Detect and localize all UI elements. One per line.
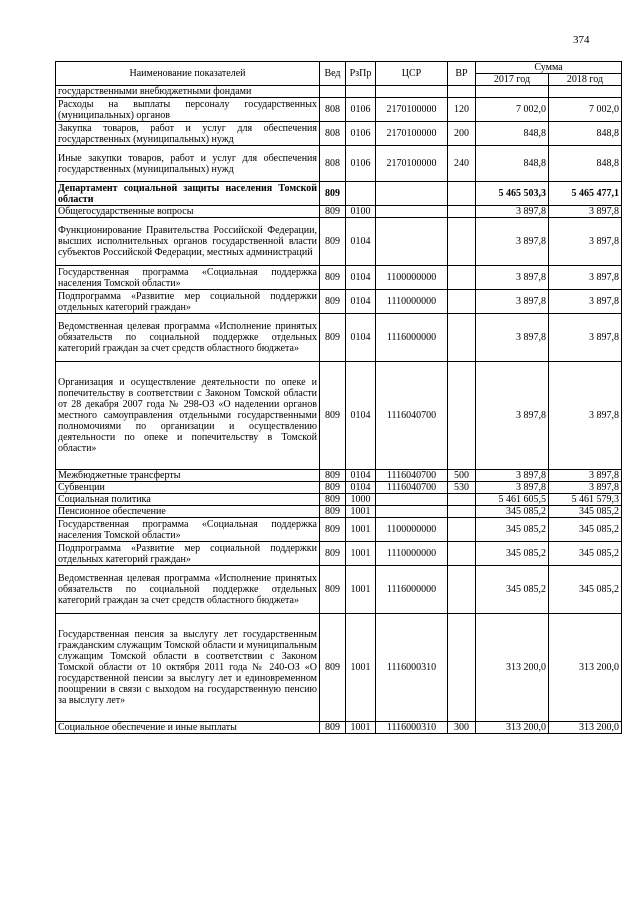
row-2017-amount-cell: 313 200,0 <box>476 722 549 734</box>
row-ved-cell: 809 <box>320 722 346 734</box>
row-2017-amount-cell: 3 897,8 <box>476 218 549 266</box>
table-row <box>56 722 622 734</box>
row-ved-cell: 809 <box>320 218 346 266</box>
table-row <box>56 542 622 566</box>
row-rzpr-cell: 0106 <box>346 146 376 182</box>
row-2017-amount-cell: 3 897,8 <box>476 290 549 314</box>
row-name-cell: Ведомственная целевая программа «Исполнение принятых обязательств по социальной поддержке отдельных категорий граждан за счет средств областного бюджета» <box>56 314 320 362</box>
row-vr-cell: 240 <box>448 146 476 182</box>
table-row <box>56 86 622 98</box>
row-vr-cell <box>448 566 476 614</box>
row-ved-cell: 808 <box>320 146 346 182</box>
row-rzpr-cell: 1001 <box>346 566 376 614</box>
row-rzpr-cell: 1001 <box>346 614 376 722</box>
row-vr-cell <box>448 218 476 266</box>
row-2017-amount-cell: 345 085,2 <box>476 542 549 566</box>
row-rzpr-cell: 0104 <box>346 362 376 470</box>
row-rzpr-cell: 0106 <box>346 122 376 146</box>
row-vr-cell <box>448 314 476 362</box>
row-2018-amount-cell: 3 897,8 <box>549 218 622 266</box>
table-row <box>56 314 622 362</box>
table-row <box>56 362 622 470</box>
row-name-cell: Иные закупки товаров, работ и услуг для обеспечения государственных (муниципальных) нужд <box>56 146 320 182</box>
row-csr-cell <box>376 86 448 98</box>
row-csr-cell: 1116040700 <box>376 362 448 470</box>
row-2017-amount-cell: 848,8 <box>476 122 549 146</box>
row-rzpr-cell <box>346 182 376 206</box>
header-name: Наименование показателей <box>56 62 320 86</box>
table-row <box>56 146 622 182</box>
row-vr-cell: 530 <box>448 482 476 494</box>
row-2018-amount-cell: 848,8 <box>549 146 622 182</box>
table-row <box>56 266 622 290</box>
header-csr: ЦСР <box>376 62 448 86</box>
row-2017-amount-cell: 345 085,2 <box>476 518 549 542</box>
row-2018-amount-cell: 3 897,8 <box>549 482 622 494</box>
row-vr-cell <box>448 542 476 566</box>
row-2018-amount-cell: 313 200,0 <box>549 614 622 722</box>
row-2017-amount-cell: 3 897,8 <box>476 266 549 290</box>
row-name-cell: Межбюджетные трансферты <box>56 470 320 482</box>
row-ved-cell <box>320 86 346 98</box>
row-2017-amount-cell: 3 897,8 <box>476 206 549 218</box>
row-2017-amount-cell: 3 897,8 <box>476 482 549 494</box>
row-csr-cell: 1116000310 <box>376 614 448 722</box>
row-vr-cell: 300 <box>448 722 476 734</box>
row-name-cell: Государственная программа «Социальная поддержка населения Томской области» <box>56 518 320 542</box>
row-2017-amount-cell: 345 085,2 <box>476 506 549 518</box>
table-row <box>56 206 622 218</box>
row-vr-cell: 120 <box>448 98 476 122</box>
row-vr-cell <box>448 290 476 314</box>
row-vr-cell <box>448 494 476 506</box>
row-2018-amount-cell: 3 897,8 <box>549 470 622 482</box>
row-rzpr-cell: 1001 <box>346 722 376 734</box>
row-name-cell: Подпрограмма «Развитие мер социальной поддержки отдельных категорий граждан» <box>56 542 320 566</box>
table-row <box>56 290 622 314</box>
row-2018-amount-cell: 3 897,8 <box>549 362 622 470</box>
table-row <box>56 98 622 122</box>
row-ved-cell: 808 <box>320 98 346 122</box>
header-sum: Сумма <box>476 62 622 74</box>
row-rzpr-cell: 0104 <box>346 266 376 290</box>
row-2018-amount-cell: 345 085,2 <box>549 518 622 542</box>
header-ved: Вед <box>320 62 346 86</box>
row-rzpr-cell: 0104 <box>346 314 376 362</box>
row-2018-amount-cell: 313 200,0 <box>549 722 622 734</box>
row-2017-amount-cell: 345 085,2 <box>476 566 549 614</box>
row-csr-cell: 1116000000 <box>376 314 448 362</box>
row-name-cell: Функционирование Правительства Российской Федерации, высших исполнительных органов государственной власти субъектов Российской Федерации, местных администраций <box>56 218 320 266</box>
row-csr-cell: 2170100000 <box>376 98 448 122</box>
row-2017-amount-cell: 3 897,8 <box>476 362 549 470</box>
row-vr-cell <box>448 182 476 206</box>
table-row <box>56 182 622 206</box>
row-rzpr-cell: 0104 <box>346 218 376 266</box>
row-vr-cell <box>448 614 476 722</box>
row-2018-amount-cell: 345 085,2 <box>549 542 622 566</box>
row-name-cell: Ведомственная целевая программа «Исполнение принятых обязательств по социальной поддержке отдельных категорий граждан за счет средств областного бюджета» <box>56 566 320 614</box>
row-2017-amount-cell: 848,8 <box>476 146 549 182</box>
page-number: 374 <box>573 34 590 46</box>
row-2018-amount-cell: 345 085,2 <box>549 566 622 614</box>
row-2017-amount-cell <box>476 86 549 98</box>
row-2018-amount-cell: 7 002,0 <box>549 98 622 122</box>
row-vr-cell <box>448 206 476 218</box>
table-row <box>56 122 622 146</box>
row-name-cell: Организация и осуществление деятельности по опеке и попечительству в соответствии с Законом Томской области от 28 декабря 2007 года № 298-ОЗ «О наделении органов местного самоуправления отдельными государственными полномочиями по организации и осуществлению деятельности по опеке и попечительству в Томской области» <box>56 362 320 470</box>
row-2018-amount-cell: 5 461 579,3 <box>549 494 622 506</box>
row-ved-cell: 809 <box>320 470 346 482</box>
row-csr-cell <box>376 218 448 266</box>
row-rzpr-cell: 1001 <box>346 518 376 542</box>
row-csr-cell: 1116040700 <box>376 470 448 482</box>
table-row <box>56 614 622 722</box>
row-ved-cell: 809 <box>320 182 346 206</box>
row-rzpr-cell <box>346 86 376 98</box>
header-vr: ВР <box>448 62 476 86</box>
row-2017-amount-cell: 313 200,0 <box>476 614 549 722</box>
row-rzpr-cell: 0104 <box>346 482 376 494</box>
row-name-cell: Департамент социальной защиты населения Томской области <box>56 182 320 206</box>
row-name-cell: Пенсионное обеспечение <box>56 506 320 518</box>
row-2018-amount-cell: 3 897,8 <box>549 206 622 218</box>
row-ved-cell: 809 <box>320 566 346 614</box>
row-name-cell: Общегосударственные вопросы <box>56 206 320 218</box>
row-ved-cell: 809 <box>320 362 346 470</box>
row-name-cell: Подпрограмма «Развитие мер социальной поддержки отдельных категорий граждан» <box>56 290 320 314</box>
row-ved-cell: 809 <box>320 614 346 722</box>
row-rzpr-cell: 0100 <box>346 206 376 218</box>
row-ved-cell: 809 <box>320 506 346 518</box>
row-2018-amount-cell: 3 897,8 <box>549 290 622 314</box>
row-vr-cell <box>448 506 476 518</box>
row-csr-cell: 1116040700 <box>376 482 448 494</box>
row-vr-cell <box>448 362 476 470</box>
table-body <box>56 86 622 734</box>
row-csr-cell: 1100000000 <box>376 266 448 290</box>
row-vr-cell <box>448 86 476 98</box>
row-name-cell: Расходы на выплаты персоналу государственных (муниципальных) органов <box>56 98 320 122</box>
budget-table <box>55 61 622 734</box>
row-ved-cell: 809 <box>320 494 346 506</box>
row-rzpr-cell: 1000 <box>346 494 376 506</box>
row-name-cell: государственными внебюджетными фондами <box>56 86 320 98</box>
row-csr-cell: 1110000000 <box>376 542 448 566</box>
row-ved-cell: 809 <box>320 290 346 314</box>
row-vr-cell <box>448 518 476 542</box>
row-2017-amount-cell: 3 897,8 <box>476 470 549 482</box>
row-ved-cell: 809 <box>320 542 346 566</box>
row-2018-amount-cell <box>549 86 622 98</box>
row-csr-cell: 2170100000 <box>376 122 448 146</box>
header-year-2017: 2017 год <box>476 74 549 86</box>
row-rzpr-cell: 0106 <box>346 98 376 122</box>
row-csr-cell: 1110000000 <box>376 290 448 314</box>
row-name-cell: Государственная программа «Социальная поддержка населения Томской области» <box>56 266 320 290</box>
row-2018-amount-cell: 5 465 477,1 <box>549 182 622 206</box>
row-csr-cell <box>376 206 448 218</box>
header-year-2018: 2018 год <box>549 74 622 86</box>
row-vr-cell: 200 <box>448 122 476 146</box>
row-ved-cell: 809 <box>320 518 346 542</box>
row-ved-cell: 809 <box>320 266 346 290</box>
row-vr-cell <box>448 266 476 290</box>
row-rzpr-cell: 0104 <box>346 290 376 314</box>
header-rzpr: РзПр <box>346 62 376 86</box>
table-row <box>56 470 622 482</box>
row-name-cell: Субвенции <box>56 482 320 494</box>
row-2018-amount-cell: 3 897,8 <box>549 314 622 362</box>
row-2017-amount-cell: 7 002,0 <box>476 98 549 122</box>
row-name-cell: Государственная пенсия за выслугу лет государственным гражданским служащим Томской области и муниципальным служащим Томской области в соответствии с Законом Томской области от 10 октября 2011 года № 240-ОЗ «О государственной пенсии за выслугу лет и единовременном поощрении в связи с выходом на государственную пенсию за выслугу лет» <box>56 614 320 722</box>
row-vr-cell: 500 <box>448 470 476 482</box>
row-2018-amount-cell: 848,8 <box>549 122 622 146</box>
row-csr-cell <box>376 182 448 206</box>
row-csr-cell <box>376 506 448 518</box>
table-row <box>56 218 622 266</box>
row-csr-cell: 1100000000 <box>376 518 448 542</box>
table-row <box>56 566 622 614</box>
row-2017-amount-cell: 3 897,8 <box>476 314 549 362</box>
table-row <box>56 494 622 506</box>
row-2018-amount-cell: 345 085,2 <box>549 506 622 518</box>
row-ved-cell: 809 <box>320 314 346 362</box>
table-row <box>56 518 622 542</box>
row-2017-amount-cell: 5 465 503,3 <box>476 182 549 206</box>
row-name-cell: Закупка товаров, работ и услуг для обеспечения государственных (муниципальных) нужд <box>56 122 320 146</box>
row-ved-cell: 809 <box>320 482 346 494</box>
row-2018-amount-cell: 3 897,8 <box>549 266 622 290</box>
row-ved-cell: 808 <box>320 122 346 146</box>
row-rzpr-cell: 0104 <box>346 470 376 482</box>
table-row <box>56 482 622 494</box>
row-csr-cell: 2170100000 <box>376 146 448 182</box>
row-name-cell: Социальное обеспечение и иные выплаты <box>56 722 320 734</box>
table-row <box>56 506 622 518</box>
row-name-cell: Социальная политика <box>56 494 320 506</box>
row-csr-cell: 1116000310 <box>376 722 448 734</box>
row-2017-amount-cell: 5 461 605,5 <box>476 494 549 506</box>
row-ved-cell: 809 <box>320 206 346 218</box>
row-csr-cell: 1116000000 <box>376 566 448 614</box>
row-rzpr-cell: 1001 <box>346 506 376 518</box>
row-csr-cell <box>376 494 448 506</box>
row-rzpr-cell: 1001 <box>346 542 376 566</box>
